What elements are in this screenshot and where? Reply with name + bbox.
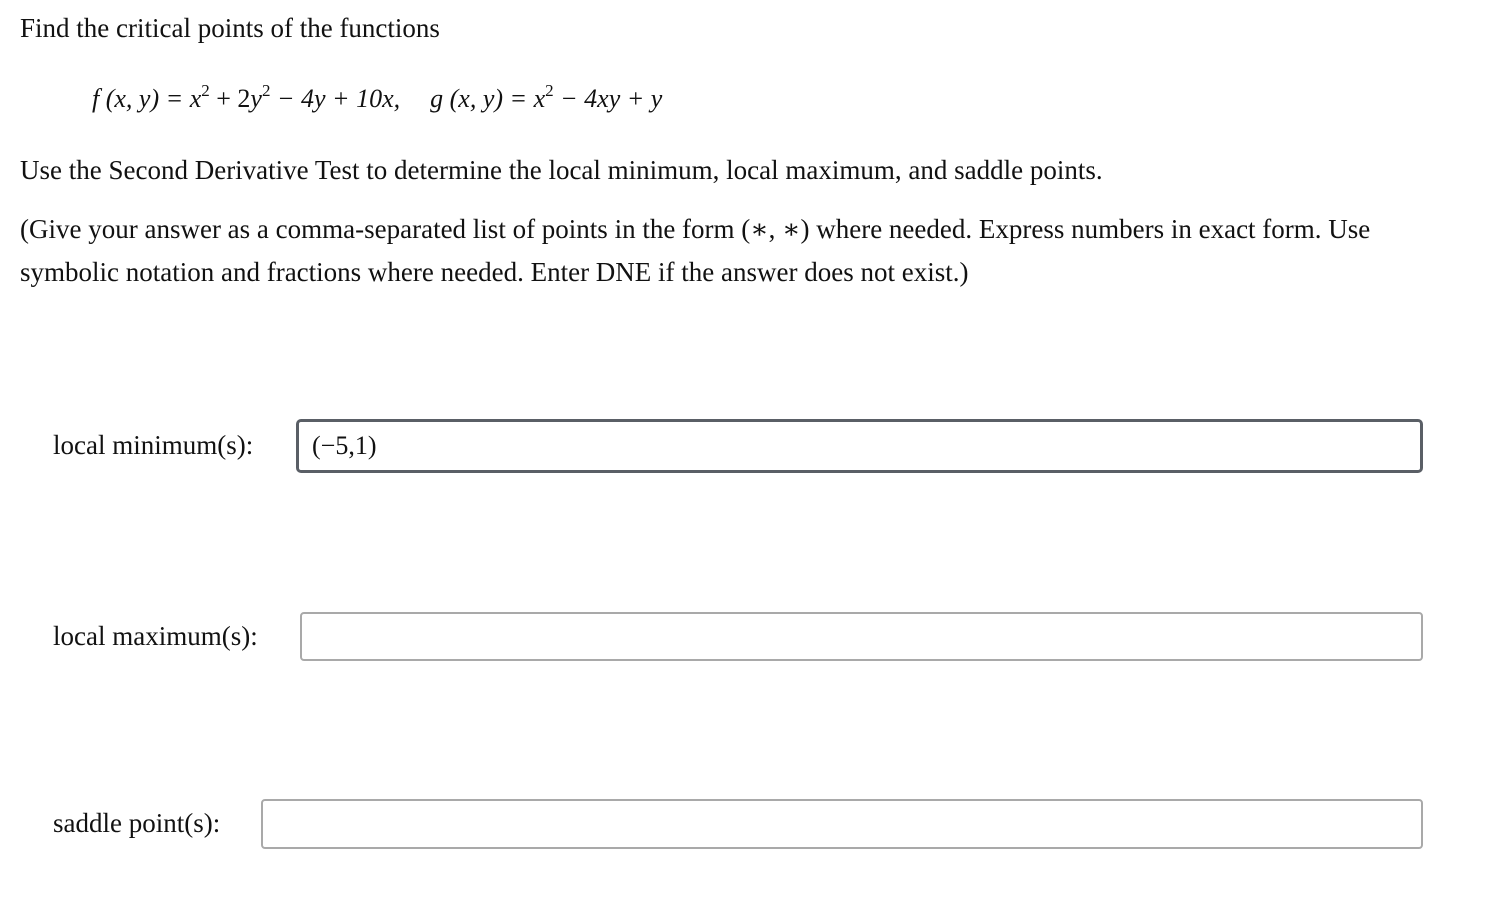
question-instruction: Use the Second Derivative Test to determine the local minimum, local maximum, and saddle points. [20,155,1103,185]
saddle-point-label: saddle point(s): [53,808,221,838]
g-name: g [430,84,444,113]
question-intro: Find the critical points of the functions [20,13,440,43]
g-x: x [533,84,546,113]
local-minimum-label: local minimum(s): [53,430,254,460]
g-definition [430,81,663,113]
g-rest: − 4xy + y [553,84,663,113]
saddle-point-input[interactable] [261,799,1423,849]
f-definition [92,81,401,113]
g-args: (x, y) = [443,84,534,113]
f-x: x [189,84,202,113]
f-rest: − 4y + 10x, [270,84,401,113]
function-definitions [92,82,662,116]
f-x-exponent: 2 [201,81,210,100]
f-name: f [92,84,100,113]
f-args: (x, y) = [99,84,190,113]
local-maximum-label: local maximum(s): [53,621,258,651]
f-y-exponent: 2 [261,81,271,100]
answer-format-note: (Give your answer as a comma-separated list of points in the form (∗, ∗) where needed. Express numbers in exact form. Use symbolic notation and fractions where needed. Enter DNE if the answer does not exist.) [20,214,1371,287]
f-y: y [250,84,262,113]
local-maximum-input[interactable] [300,612,1423,661]
g-x-exponent: 2 [545,81,554,100]
local-minimum-input[interactable] [296,419,1423,473]
f-plus-2: + 2 [209,84,251,113]
